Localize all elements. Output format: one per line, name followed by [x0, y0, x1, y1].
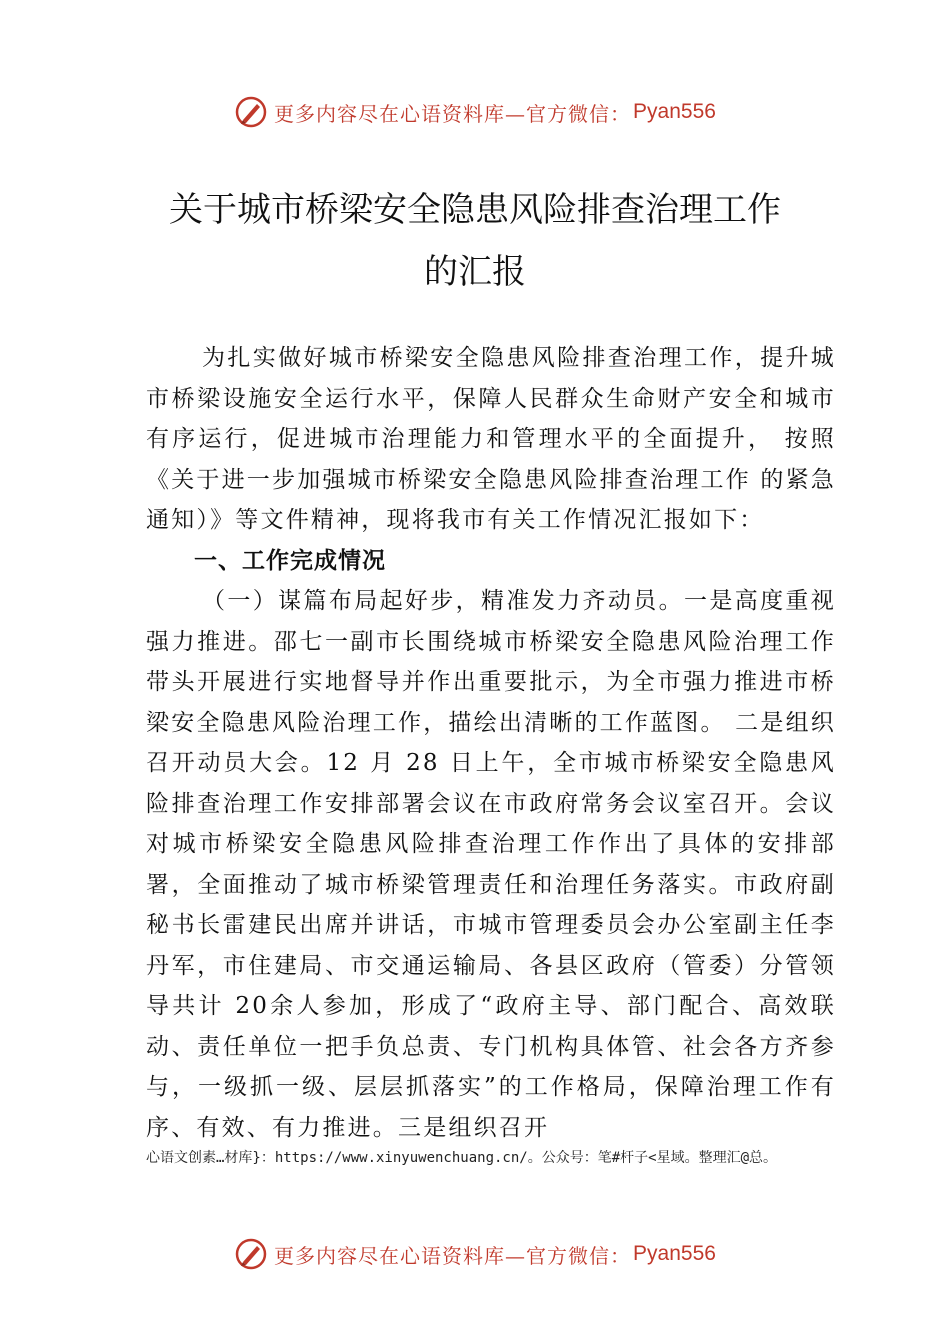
watermark-brand: 更多内容尽在心语资料库—官方微信：	[274, 1243, 632, 1268]
section-paragraph: （一）谋篇布局起好步，精准发力齐动员。一是高度重视强力推进。邵七一副市长围绕城市桥梁安全隐患风险治理工作带头开展进行实地督导并作出重要批示，为全市强力推进市桥梁安全隐患风险治理工作，描绘出清晰的工作蓝图。 二是组织召开动员大会。12 月 28 日上午，全市城市桥梁安全隐患风险排查治理工作安排部署会议在市政府常务会议室召开。会议对城市桥梁安全隐患风险排查治理工作作出了具体的安排部署，全面推动了城市桥梁管理责任和治理任务落实。市政府副秘书长雷建民出席并讲话，市城市管理委员会办公室副主任李丹军，市住建局、市交通运输局、各县区政府（管委）分管领导共计 20余人参加，形成了“政府主导、部门配合、高效联动、责任单位一把手负总责、专门机构具体管、社会各方齐参与，一级抓一级、层层抓落实”的工作格局，保障治理工作有序、有效、有力推进。三是组织召开	[146, 588, 836, 1141]
document-title-line1: 关于城市桥梁安全隐患风险排查治理工作	[169, 190, 781, 230]
document-body	[146, 338, 836, 1148]
section-heading: 一、工作完成情况	[194, 547, 386, 574]
watermark-brand: 更多内容尽在心语资料库—官方微信：	[274, 101, 632, 126]
document-title-line2: 的汇报	[424, 252, 526, 292]
pen-badge-icon	[234, 1237, 268, 1271]
watermark-banner-top	[0, 92, 950, 132]
watermark-handle: Pyan556	[633, 100, 716, 123]
source-footnote: 心语文创素…材库}：https://www.xinyuwenchuang.cn/。公众号：笔#杆子<星域。整理汇@总。	[146, 1150, 778, 1166]
intro-paragraph: 为扎实做好城市桥梁安全隐患风险排查治理工作，提升城市桥梁设施安全运行水平，保障人民群众生命财产安全和城市有序运行，促进城市治理能力和管理水平的全面提升， 按照《关于进一步加强城市桥梁安全隐患风险排查治理工作 的紧急通知）》等文件精神，现将我市有关工作情况汇报如下：	[146, 345, 836, 533]
watermark-handle: Pyan556	[633, 1242, 716, 1265]
pen-badge-icon	[234, 95, 268, 129]
watermark-banner-bottom	[0, 1234, 950, 1274]
